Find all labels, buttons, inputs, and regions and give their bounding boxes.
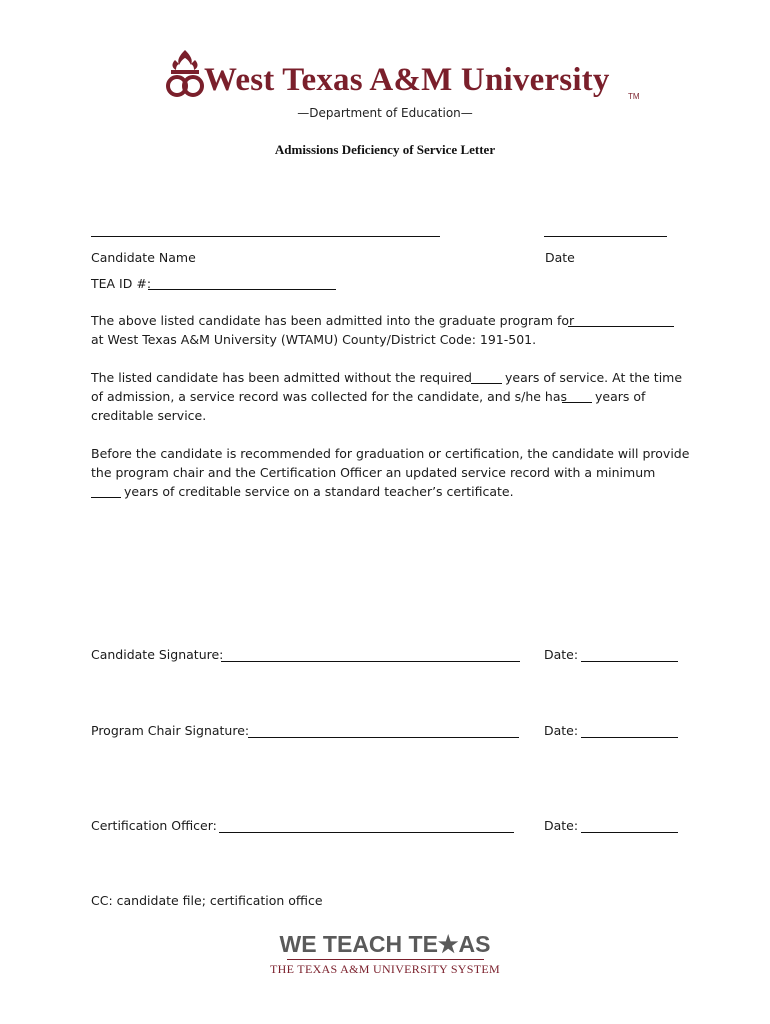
chair-date-line[interactable]: [581, 737, 678, 738]
officer-date-line[interactable]: [581, 832, 678, 833]
date-line[interactable]: [544, 236, 667, 237]
required-years-blank[interactable]: [471, 383, 502, 384]
candidate-name-label: Candidate Name: [91, 250, 196, 265]
tea-id-line[interactable]: [148, 289, 336, 290]
para2-line2a: of admission, a service record was collected for the candidate, and s/he has: [91, 389, 568, 404]
chair-signature-label: Program Chair Signature:: [91, 723, 250, 738]
minimum-years-blank[interactable]: [91, 497, 121, 498]
wtamu-logo-icon: [165, 48, 205, 100]
footer-divider: [287, 959, 484, 960]
officer-signature-line[interactable]: [219, 832, 514, 833]
candidate-date-label: Date:: [544, 647, 579, 662]
candidate-name-line[interactable]: [91, 236, 440, 237]
para2-line1a: The listed candidate has been admitted without the required: [91, 370, 472, 385]
texas-am-system-label: THE TEXAS A&M UNIVERSITY SYSTEM: [270, 962, 500, 976]
para2-line2b: years of: [595, 389, 646, 404]
department-label: —Department of Education—: [297, 106, 473, 120]
candidate-date-line[interactable]: [581, 661, 678, 662]
para2-line1b: years of service. At the time: [505, 370, 683, 385]
para1-line1: The above listed candidate has been admitted into the graduate program for: [91, 313, 575, 328]
para3-line1: Before the candidate is recommended for graduation or certification, the candidate will provide: [91, 446, 690, 461]
officer-date-label: Date:: [544, 818, 579, 833]
trademark-mark: TM: [628, 92, 640, 101]
para1-line2: at West Texas A&M University (WTAMU) County/District Code: 191-501.: [91, 332, 537, 347]
candidate-signature-line[interactable]: [221, 661, 520, 662]
officer-signature-label: Certification Officer:: [91, 818, 217, 833]
university-name: West Texas A&M University: [204, 62, 610, 98]
date-label: Date: [545, 250, 575, 265]
para2-line3: creditable service.: [91, 408, 207, 423]
para3-line3: years of creditable service on a standard teacher’s certificate.: [124, 484, 514, 499]
page-title: Admissions Deficiency of Service Letter: [274, 142, 496, 157]
we-teach-texas-logo: WE TEACH TE★AS: [279, 931, 491, 957]
chair-date-label: Date:: [544, 723, 579, 738]
chair-signature-line[interactable]: [248, 737, 519, 738]
candidate-signature-label: Candidate Signature:: [91, 647, 224, 662]
has-years-blank[interactable]: [562, 402, 592, 403]
para3-line2: the program chair and the Certification Officer an updated service record with a minimum: [91, 465, 656, 480]
cc-line: CC: candidate file; certification office: [91, 893, 323, 908]
tea-id-label: TEA ID #:: [91, 276, 152, 291]
program-blank-line[interactable]: [568, 326, 674, 327]
